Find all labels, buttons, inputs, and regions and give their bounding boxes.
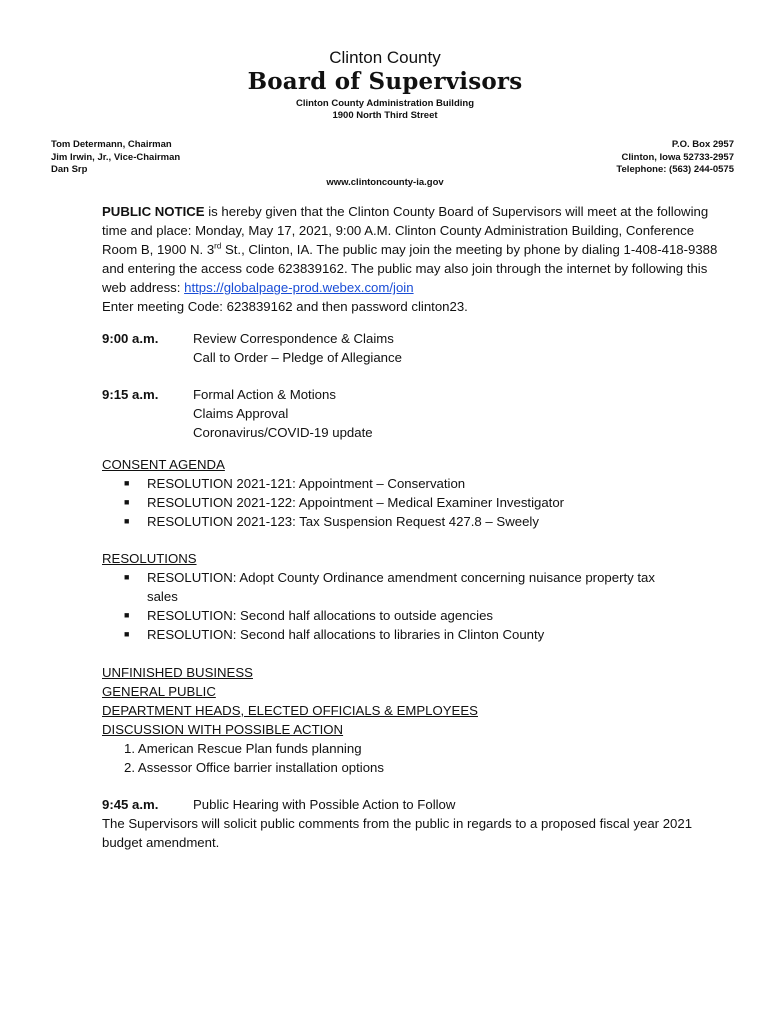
member-vice-chairman: Jim Irwin, Jr., Vice-Chairman <box>51 151 181 163</box>
resolution-item-text: RESOLUTION: Second half allocations to outside agencies <box>147 608 493 623</box>
bullet-icon: ■ <box>124 516 130 526</box>
discussion-heading: DISCUSSION WITH POSSIBLE ACTION <box>102 722 344 737</box>
hearing-description: The Supervisors will solicit public comments from the public in regards to a proposed fiscal year 2021 budget amendment. <box>102 816 693 850</box>
time-900: 9:00 a.m. <box>102 331 159 346</box>
agenda-item: Coronavirus/COVID-19 update <box>193 425 373 440</box>
general-public-heading: GENERAL PUBLIC <box>102 684 216 699</box>
agenda-item: Call to Order – Pledge of Allegiance <box>193 350 402 365</box>
member-chairman: Tom Determann, Chairman <box>51 139 172 150</box>
agenda-item: Formal Action & Motions <box>193 387 336 402</box>
consent-item <box>124 493 694 512</box>
agenda-item: Review Correspondence & Claims <box>193 331 394 346</box>
discussion-item: 1. American Rescue Plan funds planning <box>124 741 362 756</box>
street-address: 1900 North Third Street <box>332 110 438 121</box>
bullet-icon: ■ <box>124 478 130 488</box>
bullet-icon: ■ <box>124 629 130 639</box>
resolution-item <box>124 625 694 644</box>
ordinal-suffix: rd <box>214 241 222 251</box>
notice-text-1: is hereby given that the Clinton County Board of Supervisors will meet at the following time and place: Monday, May 17, 2021, 9:00 A.M. Clinton County Administration Building, Conference Room B, 1900 N. 3 <box>102 204 709 257</box>
resolution-item <box>124 606 694 625</box>
discussion-item: 2. Assessor Office barrier installation options <box>124 760 384 775</box>
agenda-item: Claims Approval <box>193 406 289 421</box>
telephone: Telephone: (563) 244-0575 <box>616 164 734 175</box>
items-915 <box>193 385 373 442</box>
po-box: P.O. Box 2957 <box>671 139 734 150</box>
resolutions-heading: RESOLUTIONS <box>102 551 197 566</box>
consent-item-text: RESOLUTION 2021-121: Appointment – Conservation <box>147 476 466 491</box>
consent-item-text: RESOLUTION 2021-123: Tax Suspension Request 427.8 – Sweely <box>147 514 539 529</box>
bullet-icon: ■ <box>124 497 130 507</box>
notice-text-3: Enter meeting Code: 623839162 and then password clinton23. <box>102 299 468 314</box>
notice-lead: PUBLIC NOTICE <box>102 204 205 219</box>
webex-link[interactable]: https://globalpage-prod.webex.com/join <box>184 280 414 295</box>
bullet-icon: ■ <box>124 572 130 582</box>
notice-text-2: St., Clinton, IA. The public may join the meeting by phone by dialing 1-408-418-9388 and entering the access code 623839162. The public may also join through the internet by following this web address: <box>102 242 718 295</box>
city-state-zip: Clinton, Iowa 52733-2957 <box>621 151 734 163</box>
board-title: Board of Supervisors <box>247 68 523 95</box>
member: Dan Srp <box>51 164 88 175</box>
unfinished-business-heading: UNFINISHED BUSINESS <box>102 665 253 680</box>
consent-agenda-heading: CONSENT AGENDA <box>102 457 225 472</box>
contact-info <box>616 139 734 177</box>
items-900 <box>193 329 402 367</box>
resolution-item-text: RESOLUTION: Adopt County Ordinance amendment concerning nuisance property tax sales <box>147 570 655 604</box>
consent-item-text: RESOLUTION 2021-122: Appointment – Medical Examiner Investigator <box>147 495 565 510</box>
department-heads-heading: DEPARTMENT HEADS, ELECTED OFFICIALS & EMPLOYEES <box>102 703 478 718</box>
time-945: 9:45 a.m. <box>102 797 159 812</box>
county-name: Clinton County <box>329 48 441 67</box>
time-915: 9:15 a.m. <box>102 387 159 402</box>
consent-item <box>124 474 694 493</box>
building-name: Clinton County Administration Building <box>295 98 474 109</box>
website: www.clintoncounty-ia.gov <box>326 177 444 188</box>
public-notice <box>102 202 722 316</box>
consent-item <box>124 512 694 531</box>
members-list <box>51 139 180 177</box>
resolution-item <box>124 568 684 606</box>
bullet-icon: ■ <box>124 610 130 620</box>
hearing-title: Public Hearing with Possible Action to Follow <box>193 797 456 812</box>
resolution-item-text: RESOLUTION: Second half allocations to libraries in Clinton County <box>147 627 545 642</box>
